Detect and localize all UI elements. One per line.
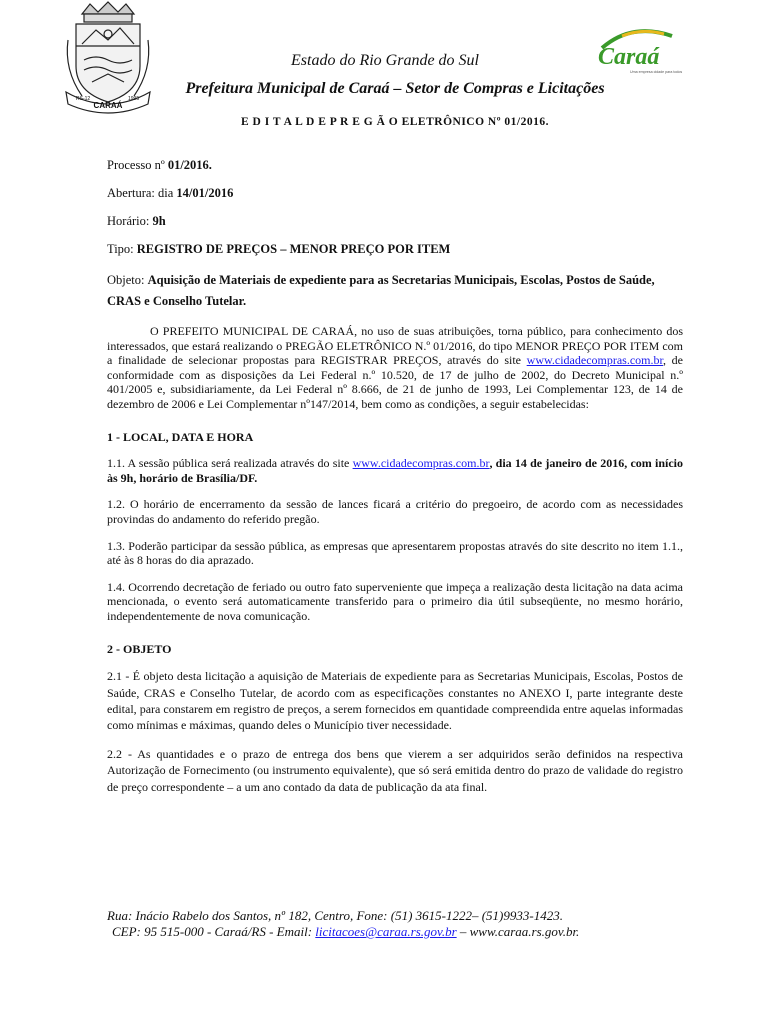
process-info [107, 158, 687, 312]
cidadecompras-link[interactable]: www.cidadecompras.com.br [526, 353, 664, 368]
page-footer [107, 908, 707, 940]
tipo-line: Tipo: REGISTRO DE PREÇOS – MENOR PREÇO POR ITEM [107, 242, 451, 256]
paragraph-1-1: 1.1. A sessão pública será realizada através do site www.cidadecompras.com.br, dia 14 de janeiro de 2016, com início às 9h, horário de Brasília/DF. [107, 456, 683, 485]
paragraph-1-3: 1.3. Poderão participar da sessão pública, as empresas que apresentarem propostas através do site descrito no item 1.1., até às 8 horas do dia aprazado. [107, 538, 683, 568]
state-name: Estado do Rio Grande do Sul [291, 52, 479, 69]
paragraph-1-2: 1.2. O horário de encerramento da sessão de lances ficará a critério do pregoeiro, de acordo com as necessidades provindas do andamento do referido pregão. [107, 497, 683, 526]
session-site-link[interactable]: www.cidadecompras.com.br [352, 456, 490, 471]
edital-title: E D I T A L D E P R E G Ã O ELETRÔNICO Nº 01/2016. [241, 116, 549, 128]
edital-body [107, 324, 683, 807]
logo-text: Caraá [598, 44, 660, 70]
footer-address: Rua: Inácio Rabelo dos Santos, nº 182, Centro, Fone: (51) 3615-1222– (51)9933-1423. [107, 908, 563, 923]
footer-contact: CEP: 95 515-000 - Caraá/RS - Email: licitacoes@caraa.rs.gov.br – www.caraa.rs.gov.br. [112, 924, 580, 939]
section-1-title: 1 - LOCAL, DATA E HORA [107, 429, 254, 444]
paragraph-2-2: 2.2 - As quantidades e o prazo de entrega dos bens que vierem a ser adquiridos serão definidos na respectiva Autorização de Fornecimento (ou instrumento equivalente), que só será emitida dentro do prazo de validade do registro de preço correspondente – a um ano contado da data de publicação da ata final. [107, 746, 683, 794]
crest-year-left: RS-12 [76, 96, 91, 102]
abertura-line: Abertura: dia 14/01/2016 [107, 186, 234, 200]
crest-banner-text: CARAÁ [93, 101, 123, 110]
objeto-line: Objeto: Aquisição de Materiais de expediente para as Secretarias Municipais, Escolas, Postos de Saúde, CRAS e Conselho Tutelar. [107, 273, 655, 308]
horario-line: Horário: 9h [107, 214, 166, 228]
crest-year-right: 1995 [128, 96, 140, 102]
logo-tagline: Uma empresa cidade para todos [630, 70, 683, 74]
section-2-title: 2 - OBJETO [107, 641, 172, 656]
paragraph-2-1: 2.1 - É objeto desta licitação a aquisição de Materiais de expediente para as Secretarias Municipais, Escolas, Postos de Saúde, CRAS e Conselho Tutelar, de acordo com as especificações constantes no ANEXO I, parte integrante deste edital, para constarem em registro de preços, a serem fornecidos em quantidade compreendida entre aquelas informadas como mínimas e máximas, quando deles o Município tiver necessidade. [107, 669, 683, 733]
paragraph-1-4: 1.4. Ocorrendo decretação de feriado ou outro fato superveniente que impeça a realização desta licitação na data acima mencionada, o evento será automaticamente transferido para o primeiro dia útil subseqüente, no mesmo horário, independentemente de nova comunicação. [107, 579, 683, 623]
prefecture-title: Prefeitura Municipal de Caraá – Setor de Compras e Licitações [185, 80, 605, 97]
intro-paragraph: O PREFEITO MUNICIPAL DE CARAÁ, no uso de suas atribuições, torna público, para conhecimento dos interessados, que estará realizando o PREGÃO ELETRÔNICO N.º 01/2016, do tipo MENOR PREÇO POR ITEM com a finalidade de selecionar propostas para REGISTRAR PREÇOS, através do site www.cidadecompras.com.br, de conformidade com as disposições da Lei Federal n.º 10.520, de 17 de julho de 2002, do Decreto Municipal n.º 401/2005 e, subsidiariamente, da Lei Federal nº 8.666, de 21 de junho de 1993, Lei Complementar 123, de 14 de dezembro de 2006 e Lei Complementar nº147/2014, bem como as condições, a seguir estabelecidas: [107, 324, 683, 411]
email-link[interactable]: licitacoes@caraa.rs.gov.br [315, 924, 457, 939]
processo-line: Processo nº 01/2016. [107, 158, 212, 172]
